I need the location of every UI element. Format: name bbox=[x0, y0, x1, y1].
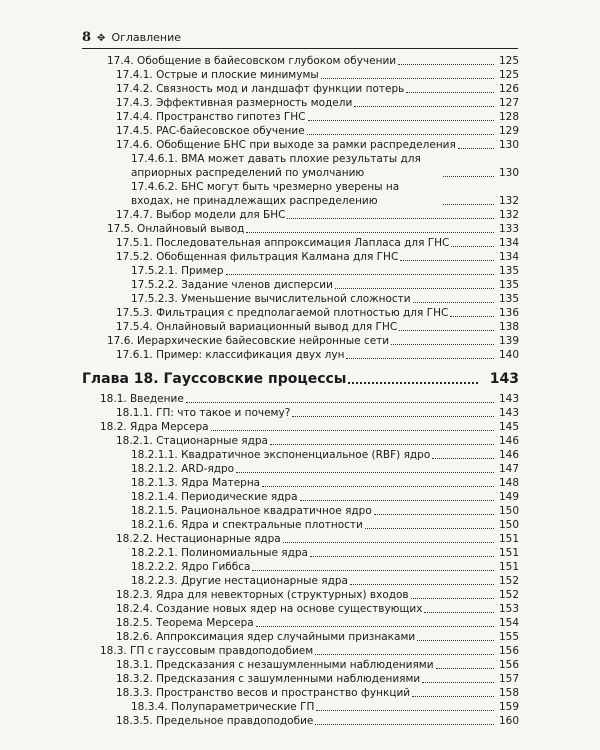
toc-entry-title: 18.2.1. Стационарные ядра bbox=[116, 435, 268, 447]
toc-page-number: 127 bbox=[498, 97, 519, 109]
leader-dots bbox=[346, 358, 494, 359]
leader-dots bbox=[186, 402, 494, 403]
toc-page-number: 133 bbox=[498, 223, 519, 235]
leader-dots bbox=[458, 148, 494, 149]
toc-entry[interactable] bbox=[0, 518, 600, 532]
toc-entry-title: 18.2.2. Нестационарные ядра bbox=[116, 533, 281, 545]
toc-entry[interactable] bbox=[0, 208, 600, 222]
toc-entry[interactable] bbox=[0, 532, 600, 546]
leader-dots bbox=[391, 344, 494, 345]
toc-entry-title: 17.5.1. Последовательная аппроксимация Лапласа для ГНС bbox=[116, 237, 450, 249]
toc-page-number: 134 bbox=[498, 237, 519, 249]
toc-page-number: 151 bbox=[498, 533, 519, 545]
toc-page-number: 130 bbox=[498, 139, 519, 151]
leader-dots bbox=[413, 302, 494, 303]
leader-dots bbox=[451, 246, 494, 247]
toc-page-number: 160 bbox=[498, 715, 519, 727]
toc-entry-title: 18.2.6. Аппроксимация ядер случайными признаками bbox=[116, 631, 416, 643]
toc-entry[interactable] bbox=[0, 658, 600, 672]
toc-entry[interactable] bbox=[0, 588, 600, 602]
chapter-page-number: 143 bbox=[489, 371, 519, 387]
toc-entry-title: 17.5. Онлайновый вывод bbox=[107, 223, 245, 235]
toc-entry-title: 18.2.2.3. Другие нестационарные ядра bbox=[131, 575, 348, 587]
toc-page-number: 152 bbox=[498, 575, 519, 587]
toc-entry-title: 17.4.3. Эффективная размерность модели bbox=[116, 97, 353, 109]
toc-page-number: 150 bbox=[498, 505, 519, 517]
leader-dots bbox=[348, 382, 478, 384]
leader-dots bbox=[406, 92, 494, 93]
leader-dots bbox=[236, 472, 494, 473]
toc-entry[interactable] bbox=[0, 476, 600, 490]
toc-entry[interactable] bbox=[0, 250, 600, 264]
toc-page-number: 129 bbox=[498, 125, 519, 137]
toc-entry[interactable] bbox=[0, 392, 600, 406]
leader-dots bbox=[443, 204, 494, 205]
toc-entry[interactable] bbox=[0, 616, 600, 630]
toc-page-number: 125 bbox=[498, 55, 519, 67]
toc-page-number: 154 bbox=[498, 617, 519, 629]
toc-entry[interactable] bbox=[0, 348, 600, 362]
toc-entry[interactable] bbox=[0, 306, 600, 320]
toc-entry[interactable] bbox=[0, 96, 600, 110]
toc-page-number: 151 bbox=[498, 547, 519, 559]
toc-page-number: 139 bbox=[498, 335, 519, 347]
toc-entry[interactable] bbox=[0, 138, 600, 152]
leader-dots bbox=[417, 640, 494, 641]
leader-dots bbox=[300, 500, 494, 501]
toc-page-number: 135 bbox=[498, 293, 519, 305]
toc-page-number: 135 bbox=[498, 265, 519, 277]
leader-dots bbox=[256, 626, 494, 627]
toc-page-number: 156 bbox=[498, 645, 519, 657]
toc-entry-title: 18.3.1. Предсказания с незашумленными наблюдениями bbox=[116, 659, 434, 671]
toc-page-number: 159 bbox=[498, 701, 519, 713]
toc-page-number: 157 bbox=[498, 673, 519, 685]
toc-entry[interactable] bbox=[0, 434, 600, 448]
toc-entry-title: 17.5.2.1. Пример bbox=[131, 265, 224, 277]
toc-entry-title: 18.2.2.2. Ядро Гиббса bbox=[131, 561, 251, 573]
toc-entry-title: 18.2.2.1. Полиномиальные ядра bbox=[131, 547, 308, 559]
toc-entry[interactable] bbox=[0, 504, 600, 518]
toc-entry[interactable] bbox=[0, 278, 600, 292]
toc-entry[interactable] bbox=[0, 320, 600, 334]
toc-entry-title: 18.2.5. Теорема Мерсера bbox=[116, 617, 254, 629]
toc-page-number: 143 bbox=[498, 407, 519, 419]
leader-dots bbox=[283, 542, 494, 543]
toc-entry[interactable] bbox=[0, 560, 600, 574]
toc-entry-title: 17.4.1. Острые и плоские минимумы bbox=[116, 69, 319, 81]
leader-dots bbox=[307, 134, 494, 135]
leader-dots bbox=[308, 120, 494, 121]
toc-entry-title: 18.2.1.4. Периодические ядра bbox=[131, 491, 298, 503]
leader-dots bbox=[315, 654, 494, 655]
leader-dots bbox=[246, 232, 494, 233]
toc-page-number: 146 bbox=[498, 449, 519, 461]
toc-entry-title: 17.5.2.2. Задание членов дисперсии bbox=[131, 279, 333, 291]
toc-page-number: 132 bbox=[498, 209, 519, 221]
leader-dots bbox=[424, 612, 494, 613]
toc-page-number: 126 bbox=[498, 83, 519, 95]
toc-entry[interactable] bbox=[0, 700, 600, 714]
toc-entry-title: 18.1. Введение bbox=[100, 393, 184, 405]
toc-page-number: 125 bbox=[498, 69, 519, 81]
toc-page-number: 152 bbox=[498, 589, 519, 601]
toc-entry-title: 18.3.5. Предельное правдоподобие bbox=[116, 715, 314, 727]
toc-entry[interactable] bbox=[0, 420, 600, 434]
leader-dots bbox=[450, 316, 494, 317]
toc-page-number: 147 bbox=[498, 463, 519, 475]
toc-entry[interactable] bbox=[0, 448, 600, 462]
toc-entry-title: 18.2.3. Ядра для невекторных (структурных) входов bbox=[116, 589, 409, 601]
toc-entry-title: 18.3.2. Предсказания с зашумленными наблюдениями bbox=[116, 673, 421, 685]
toc-entry[interactable] bbox=[0, 602, 600, 616]
toc-entry[interactable] bbox=[0, 630, 600, 644]
toc-entry[interactable] bbox=[0, 292, 600, 306]
toc-entry-title: 17.5.3. Фильтрация с предполагаемой плотностью для ГНС bbox=[116, 307, 449, 319]
toc-entry-title: 17.5.2.3. Уменьшение вычислительной сложности bbox=[131, 293, 411, 305]
toc-page-number: 134 bbox=[498, 251, 519, 263]
toc-entry[interactable] bbox=[0, 574, 600, 588]
leader-dots bbox=[315, 724, 494, 725]
leader-dots bbox=[399, 330, 494, 331]
leader-dots bbox=[398, 64, 494, 65]
leader-dots bbox=[412, 696, 494, 697]
toc-entry-title: 17.4.4. Пространство гипотез ГНС bbox=[116, 111, 306, 123]
leader-dots bbox=[270, 444, 494, 445]
toc-page-number: 136 bbox=[498, 307, 519, 319]
toc-page-number: 143 bbox=[498, 393, 519, 405]
leader-dots bbox=[432, 458, 494, 459]
leader-dots bbox=[321, 78, 494, 79]
toc-entry-title: 18.2.1.2. ARD-ядро bbox=[131, 463, 235, 475]
leader-dots bbox=[226, 274, 494, 275]
leader-dots bbox=[354, 106, 494, 107]
toc-entry-title: 17.5.4. Онлайновый вариационный вывод для ГНС bbox=[116, 321, 398, 333]
toc-page-number: 132 bbox=[498, 195, 519, 207]
toc-entry[interactable] bbox=[0, 180, 600, 208]
toc-chapter-entry[interactable] bbox=[0, 368, 600, 388]
toc-entry[interactable] bbox=[0, 672, 600, 686]
leader-dots bbox=[374, 514, 494, 515]
toc-entry[interactable] bbox=[0, 406, 600, 420]
leader-dots bbox=[422, 682, 494, 683]
toc-page-number: 130 bbox=[498, 167, 519, 179]
toc-entry-title: 17.4. Обобщение в байесовском глубоком обучении bbox=[107, 55, 397, 67]
toc-entry-title: 17.6. Иерархические байесовские нейронные сети bbox=[107, 335, 390, 347]
leader-dots bbox=[411, 598, 494, 599]
toc-entry[interactable] bbox=[0, 686, 600, 700]
leader-dots bbox=[292, 416, 494, 417]
chapter-title: Глава 18. Гауссовские процессы bbox=[82, 371, 347, 387]
toc-entry[interactable] bbox=[0, 124, 600, 138]
toc-entry-title: 18.1.1. ГП: что такое и почему? bbox=[116, 407, 291, 419]
toc-entry[interactable] bbox=[0, 462, 600, 476]
toc-entry-title: 17.4.6. Обобщение БНС при выходе за рамки распределения bbox=[116, 139, 456, 151]
toc-entry-title: 18.2. Ядра Мерсера bbox=[100, 421, 209, 433]
leader-dots bbox=[335, 288, 494, 289]
page-number: 8 bbox=[82, 30, 92, 45]
toc-entry[interactable] bbox=[0, 714, 600, 728]
toc-page-number: 140 bbox=[498, 349, 519, 361]
ornament-icon: ✥ bbox=[97, 33, 106, 44]
toc-page-number: 153 bbox=[498, 603, 519, 615]
leader-dots bbox=[310, 556, 494, 557]
toc-page-number: 145 bbox=[498, 421, 519, 433]
leader-dots bbox=[287, 218, 494, 219]
leader-dots bbox=[316, 710, 494, 711]
toc-entry[interactable] bbox=[0, 236, 600, 250]
toc-entry-title: 17.4.7. Выбор модели для БНС bbox=[116, 209, 286, 221]
toc-entry-title: 18.2.1.6. Ядра и спектральные плотности bbox=[131, 519, 363, 531]
toc-page-number: 151 bbox=[498, 561, 519, 573]
leader-dots bbox=[350, 584, 494, 585]
toc-entry[interactable] bbox=[0, 264, 600, 278]
toc-entry-title: 17.4.6.1. BMA может давать плохие результаты для априорных распределений по умолчанию bbox=[131, 153, 421, 179]
toc-page-number: 135 bbox=[498, 279, 519, 291]
toc-entry-title: 18.2.1.1. Квадратичное экспоненциальное (RBF) ядро bbox=[131, 449, 431, 461]
leader-dots bbox=[365, 528, 494, 529]
toc-entry-title: 17.4.2. Связность мод и ландшафт функции потерь bbox=[116, 83, 405, 95]
toc-page-number: 149 bbox=[498, 491, 519, 503]
toc-page-number: 148 bbox=[498, 477, 519, 489]
toc-page-number: 158 bbox=[498, 687, 519, 699]
toc-entry[interactable] bbox=[0, 490, 600, 504]
toc-entry[interactable] bbox=[0, 68, 600, 82]
toc-entry-title: 18.3.4. Полупараметрические ГП bbox=[131, 701, 315, 713]
toc-page-number: 155 bbox=[498, 631, 519, 643]
toc-entry[interactable] bbox=[0, 644, 600, 658]
toc-page-number: 128 bbox=[498, 111, 519, 123]
toc-entry-title: 17.4.5. PAC-байесовское обучение bbox=[116, 125, 305, 137]
toc-page-number: 150 bbox=[498, 519, 519, 531]
leader-dots bbox=[252, 570, 494, 571]
leader-dots bbox=[211, 430, 494, 431]
toc-entry-title: 18.3. ГП с гауссовым правдоподобием bbox=[100, 645, 314, 657]
toc-entry-title: 18.2.1.5. Рациональное квадратичное ядро bbox=[131, 505, 372, 517]
toc-entry[interactable] bbox=[0, 222, 600, 236]
toc-entry[interactable] bbox=[0, 82, 600, 96]
leader-dots bbox=[262, 486, 494, 487]
toc-page-number: 146 bbox=[498, 435, 519, 447]
toc-entry-title: 17.4.6.2. БНС могут быть чрезмерно уверены на входах, не принадлежащих распределению bbox=[131, 181, 400, 207]
toc-entry-title: 17.5.2. Обобщенная фильтрация Калмана для ГНС bbox=[116, 251, 399, 263]
toc-entry-title: 18.2.4. Создание новых ядер на основе существующих bbox=[116, 603, 423, 615]
header-title: Оглавление bbox=[111, 31, 182, 44]
toc-page-number: 138 bbox=[498, 321, 519, 333]
toc-entry[interactable] bbox=[0, 54, 600, 68]
leader-dots bbox=[443, 176, 494, 177]
toc-entry[interactable] bbox=[0, 546, 600, 560]
toc-entry-title: 17.6.1. Пример: классификация двух лун bbox=[116, 349, 345, 361]
toc-page-number: 156 bbox=[498, 659, 519, 671]
toc-entry[interactable] bbox=[0, 152, 600, 180]
toc-entry-title: 18.3.3. Пространство весов и пространство функций bbox=[116, 687, 411, 699]
leader-dots bbox=[436, 668, 494, 669]
leader-dots bbox=[400, 260, 494, 261]
toc-entry[interactable] bbox=[0, 110, 600, 124]
toc-entry-title: 18.2.1.3. Ядра Матерна bbox=[131, 477, 261, 489]
toc-entry[interactable] bbox=[0, 334, 600, 348]
